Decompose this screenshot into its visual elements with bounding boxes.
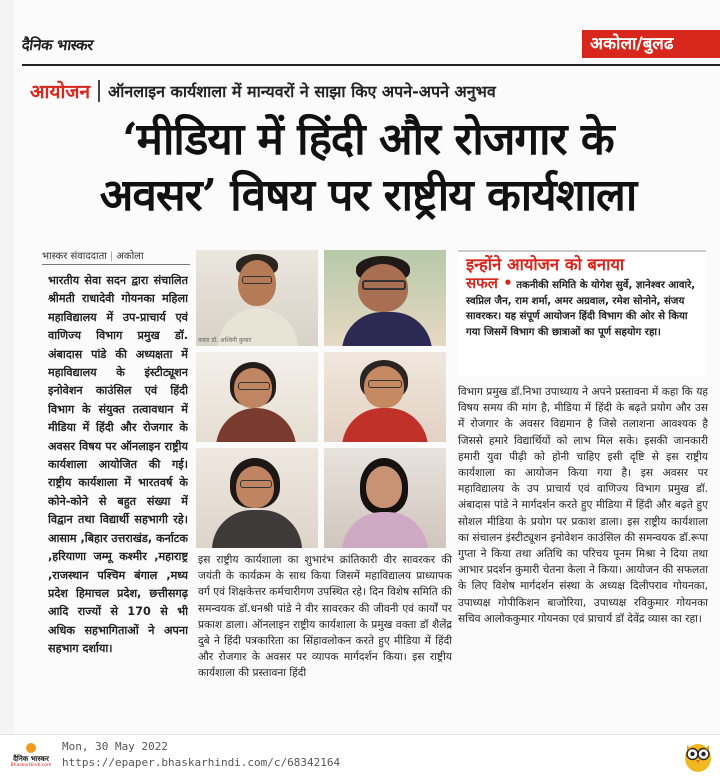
footer-logo-subtext: BhaskarHindi.com <box>10 763 52 768</box>
epaper-link[interactable]: https://epaper.bhaskarhindi.com/c/68342164 <box>62 756 341 769</box>
credits-lead: सफल • <box>466 274 513 292</box>
credits-title: इन्होंने आयोजन को बनाया <box>466 255 625 274</box>
kicker-row <box>30 78 720 108</box>
footer-logo <box>8 741 54 771</box>
byline-rule <box>42 264 190 265</box>
speaker-photo-6 <box>324 448 446 548</box>
footer-bar <box>0 734 720 777</box>
brand-logo: दैनिक भास्कर <box>20 36 95 54</box>
speaker-photo-5 <box>196 448 318 548</box>
speaker-photo-2 <box>324 250 446 346</box>
owl-icon <box>682 739 714 773</box>
headline-line-1: ‘मीडिया में हिंदी और रोजगार के <box>122 114 614 165</box>
left-column-text: भारतीय सेवा सदन द्वारा संचालित श्रीमती राधादेवी गोयनका महिला महाविद्यालय में उप-प्राचार्य एवं वाणिज्य विभाग प्रमुख डॉ. अंबादास पांडे की अध्यक्षता में महाविद्यालय के इंस्टीट्यूशन इनोवेशन काउंसिल एवं हिंदी विभाग के संयुक्त तत्वावधान में मीडिया में हिंदी और रोजगार के अवसर विषय पर ऑनलाइन राष्ट्रीय कार्यशाला आयोजित की गई। राष्ट्रीय कार्यशाला में भारतवर्ष के कोने-कोने से बहुत संख्या में विद्वान तथा विद्यार्थी सहभागी रहे। आसाम ,बिहार उत्तराखंड, कर्नाटक ,हरियाणा जम्मू कश्मीर ,महाराष्ट्र ,राजस्थान पश्चिम बंगाल ,मध्य प्रदेश हिमाचल प्रदेश, छत्तीसगढ़ आदि राज्यों से 170 से भी अधिक सहभागिताओं ने अपना सहभाग दर्शाया। <box>48 274 188 656</box>
credits-box <box>458 250 706 376</box>
publish-date: Mon, 30 May 2022 <box>62 740 168 753</box>
credits-body: तकनीकी समिति के योगेश सुर्वे, ज्ञानेश्वर आवारे, स्वप्निल जैन, राम शर्मा, अमर अग्रवाल, रमेश सोनोने, संजय सावरकर। यह संपूर्ण आयोजन हिंदी विभाग की ओर से किया गया जिसमें विभाग की छात्राओं का पूर्ण सहयोग रहा। <box>466 280 696 338</box>
middle-column-text: इस राष्ट्रीय कार्यशाला का शुभारंभ क्रांतिकारी वीर सावरकर की जयंती के कार्यक्रम के साथ किया जिसमें महाविद्यालय प्राध्यापक वर्ग एवं शिक्षकेत्तर कर्मचारीगण उपस्थित रहे। दिन विशेष समिति की समन्वयक डॉ.धनश्री पांडे ने वीर सावरकर की जीवनी एवं कार्यों पर प्रकाश डाला। ऑनलाइन राष्ट्रीय कार्यशाला के प्रमुख वक्ता डॉ शैलेंद्र दुबे ने हिंदी पत्रकारिता का सिंहावलोकन करते हुए मीडिया में हिंदी और रोजगार के अवसर पर व्यापक मार्गदर्शन किया। इस राष्ट्रीय कार्यशाला की प्रस्तावना हिंदी <box>198 554 452 680</box>
masthead <box>22 24 720 66</box>
masthead-rule <box>22 64 720 66</box>
byline-reporter: भास्कर संवाददाता <box>42 251 107 262</box>
byline-city: अकोला <box>116 251 144 262</box>
page-edge <box>0 0 14 734</box>
photo-grid <box>196 250 452 550</box>
subheadline: ऑनलाइन कार्यशाला में मान्यवरों ने साझा किए अपने-अपने अनुभव <box>108 82 496 101</box>
kicker-divider <box>98 80 100 102</box>
speaker-photo-3 <box>196 352 318 442</box>
logo-sun-icon <box>26 743 36 753</box>
headline <box>28 112 708 224</box>
speaker-photo-4 <box>324 352 446 442</box>
byline <box>42 248 192 264</box>
edition-banner: अकोला/बुलढ <box>582 30 720 58</box>
footer-logo-text: दैनिक भास्कर <box>13 754 49 763</box>
credits-text <box>466 276 704 340</box>
kicker-label: आयोजन <box>30 81 91 103</box>
headline-line-2: अवसर’ विषय पर राष्ट्रीय कार्यशाला <box>99 170 637 221</box>
right-column-text: विभाग प्रमुख डॉ.निभा उपाध्याय ने अपने प्रस्तावना में कहा कि यह विषय समय की मांग है, मीडिया में हिंदी के बढ़ते प्रयोग और उस में रोजगार के अवसर विद्यमान है जिसे तलाशना आवश्यक है जिससे हमारे विद्यार्थियों को लाभ मिल सके। इसकी जानकारी हमारी युवा पीढ़ी को होनी चाहिए इसी दृष्टि से इस राष्ट्रीय कार्यशाला का आयोजन किया गया है। इस अवसर पर महाविद्यालय के उप प्राचार्य एवं वाणिज्य विभाग प्रमुख डॉ. अंबादास पांडे ने मार्गदर्शन करते हुए मीडिया में हिंदी और बढ़ते हुए सोशल मीडिया के प्रयोग पर प्रकाश डाला। इस राष्ट्रीय कार्यशाला का संचालन इंस्टीट्यूशन इनोवेशन काउंसिल की समन्वयक डॉ.रूपा गुप्ता ने किया तथा अतिथि का परिचय पूनम मिश्रा ने दिया तथा आभार प्रदर्शन कुमारी चेतना केला ने किया। आयोजन की सफलता के लिए विशेष मार्गदर्शन संस्था के अध्यक्ष दिलीपराव गोयनका, उपाध्यक्ष गोपीकिशन बाजोरिया, उपाध्यक्ष रविकुमार गोयनका सचिव आलोककुमार गोयनका एवं प्राचार्य डॉ देवेंद्र व्यास का रहा। <box>458 386 708 625</box>
photo-caption: वक्ता डॉ. अश्विनी कुमार <box>198 337 252 344</box>
byline-divider: | <box>109 251 114 262</box>
speaker-photo-1 <box>196 250 318 346</box>
